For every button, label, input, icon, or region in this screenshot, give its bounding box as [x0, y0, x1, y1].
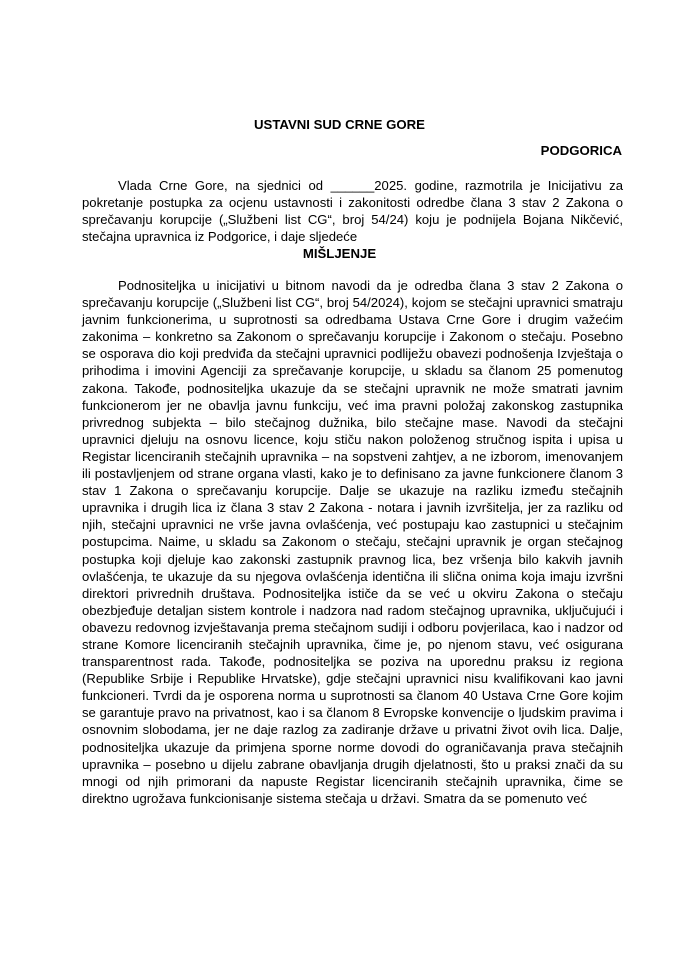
court-name: USTAVNI SUD CRNE GORE — [254, 117, 425, 132]
intro-paragraph: Vlada Crne Gore, na sjednici od ______2025. godine, razmotrila je Inicijativu za pokretanje postupka za ocjenu ustavnosti i zakonitosti odredbe člana 3 stav 2 Zakona o sprečavanju korupcije („Službeni list CG“, broj 54/24) koju je podnijela Bojana Nikčević, stečajna upravnica iz Podgorice, i daje sljedeće — [82, 178, 623, 245]
section-heading: MIŠLJENJE — [302, 246, 377, 261]
body-paragraph: Podnositeljka u inicijativi u bitnom navodi da je odredba člana 3 stav 2 Zakona o sprečavanju korupcije („Službeni list CG“, broj 54/2024), kojom se stečajni upravnici smatraju javnim funkcionerima, u suprotnosti sa odredbama Ustava Crne Gore i drugim važećim zakonima – konkretno sa Zakonom o sprečavanju korupcije i Zakonom o stečaju. Posebno se osporava dio koji predviđa da stečajni upravnici podliježu obavezi podnošenja Izvještaja o prihodima i imovini Agenciji za sprečavanje korupcije, u skladu sa članom 25 pomenutog zakona. Takođe, podnositeljka ukazuje da se stečajni upravnik ne može smatrati javnim funkcionerom jer ne obavlja javnu funkciju, već ima pravni položaj zakonskog zastupnika privrednog subjekta – bilo stečajnog dužnika, bilo stečajne mase. Navodi da stečajni upravnici djeluju na osnovu licence, koju stiču nakon položenog stručnog ispita i upisa u Registar licenciranih stečajnih upravnika – na sopstveni zahtjev, a ne izborom, imenovanjem ili postavljenjem od strane organa vlasti, kako je to definisano za javne funkcionere članom 3 stav 1 Zakona o sprečavanju korupcije. Dalje se ukazuje na razliku između stečajnih upravnika i drugih lica iz člana 3 stav 2 Zakona - notara i javnih izvršitelja, jer za razliku od njih, stečajni upravnici ne vrše javna ovlašćenja, već postupaju kao zastupnici u stečajnim postupcima. Naime, u skladu sa Zakonom o stečaju, stečajni upravnik je organ stečajnog postupka koji djeluje kao zakonski zastupnik pravnog lica, bez vršenja bilo kakvih javnih ovlašćenja, te ukazuje da su njegova ovlašćenja identična ili slična onima koja imaju izvršni direktori privrednih društava. Podnositeljka ističe da se već u okviru Zakona o stečaju obezbjeđuje detaljan sistem kontrole i nadzora nad radom stečajnog upravnika, uključujući i obavezu redovnog izvještavanja prema stečajnom sudiji i odboru povjerilaca, kao i nadzor od strane Komore licenciranih stečajnih upravnika, čime je, po njenom stavu, već osigurana transparentnost rada. Takođe, podnositeljka se poziva na uporednu praksu iz regiona (Republike Srbije i Republike Hrvatske), gdje stečajni upravnici nisu kvalifikovani kao javni funkcioneri. Tvrdi da je osporena norma u suprotnosti sa članom 40 Ustava Crne Gore kojim se garantuje pravo na privatnost, kao i sa članom 8 Evropske konvencije o ljudskim pravima i osnovnim slobodama, jer ne daje razlog za zadiranje države u privatni život ovih lica. Dalje, podnositeljka ukazuje da primjena sporne norme dovodi do ograničavanja prava stečajnih upravnika – posebno u dijelu zabrane obavljanja drugih djelatnosti, što u praksi znači da su mnogi od njih primorani da napuste Registar licenciranih stečajnih upravnika, čime se direktno ugrožava funkcionisanje sistema stečaja u državi. Smatra da se pomenuto već — [82, 278, 623, 806]
city-name: PODGORICA — [540, 143, 622, 158]
